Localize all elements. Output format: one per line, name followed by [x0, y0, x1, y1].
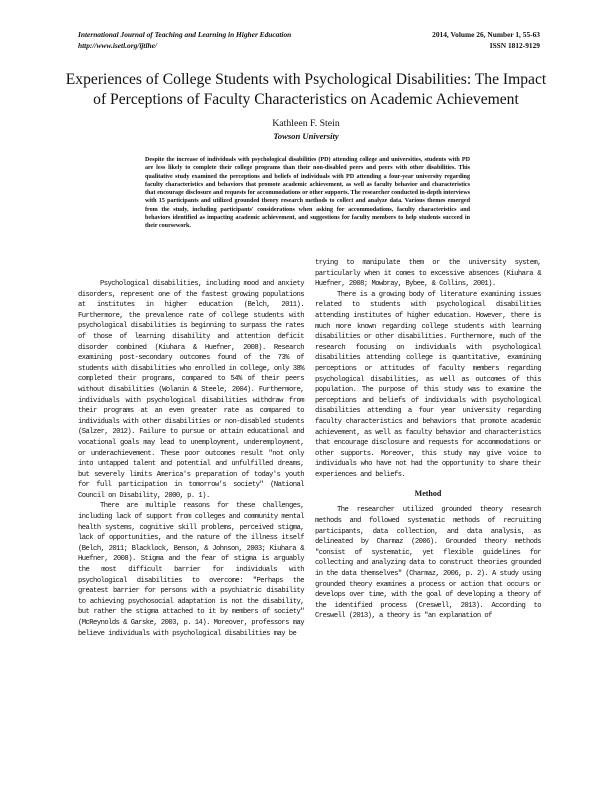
body-column-right [315, 258, 541, 622]
article-title: Experiences of College Students with Psychological Disabilities: The Impact of Perceptions of Faculty Characteristics on Academic Achievement [65, 71, 547, 108]
volume-citation: 2014, Volume 26, Number 1, 55-63 [432, 30, 540, 39]
running-header-right [432, 30, 540, 51]
author-name: Kathleen F. Stein [272, 118, 340, 129]
journal-name: International Journal of Teaching and Learning in Higher Education [78, 30, 292, 39]
author-affiliation: Towson University [273, 131, 339, 141]
body-paragraph: Psychological disabilities, including mood and anxiety disorders, represent one of the fastest growing populations at institutes in higher education (Belch, 2011). Furthermore, the prevalence rate of college students with psychological disabilities is beginning to surpass the rates of those of learning disability and attention deficit disorder combined (Kiuhara & Huefner, 2008). Research examining post-secondary outcomes found of the 73% of students with disabilities who enrolled in college, only 38% completed their programs, compared to 54% of their peers without disabilities (Wolanin & Steele, 2004). Furthermore, individuals with psychological disabilities withdraw from their programs at an even greater rate as compared to individuals with other disabilities or non-disabled students (Salzer, 2012). Failure to pursue or attain educational and vocational goals may lead to unemployment, underemployment, or underachievement. These poor outcomes result "not only into untapped talent and potential and unfulfilled dreams, but severely limits America's preparation of today's youth for full participation in tomorrow's society" (National Council on Disability, 2000, p. 1). [78, 280, 304, 500]
abstract: Despite the increase of individuals with psychological disabilities (PD) attending college and universities, students with PD are less likely to complete their college programs than their non-disabled peers and peers with other disabilities. This qualitative study examined the perceptions and beliefs of individuals with PD attending a four-year university regarding faculty characteristics and behaviors that promote academic achievement, as well as faculty behavior and characteristics that encourage disclosure and requests for accommodations or other supports. The researcher conducted in-depth interviews with 15 participants and utilized grounded theory research methods to collect and analyze data. Various themes emerged from the study, including participants' considerations when asking for accommodations, faculty characteristics and behaviors identified as impacting academic achievement, and suggestions for faculty members to help students succeed in their coursework. [145, 157, 470, 230]
method-paragraph: The researcher utilized grounded theory research methods and followed systematic methods of recruiting participants, data collection, and data analysis, as delineated by Charmaz (2006). Grounded theory methods "consist of systematic, yet flexible guidelines for collecting and analyzing data to construct theories grounded in the data themselves" (Charmaz, 2006, p. 2). A study using grounded theory examines a process or action that occurs or develops over time, with the goal of developing a theory of the identified process (Creswell, 2013). According to Creswell (2013), a theory is "an explanation of [315, 506, 541, 621]
body-paragraph: There are multiple reasons for these challenges, including lack of support from colleges and community mental health systems, cognitive skill problems, perceived stigma, lack of opportunities, and the nature of the illness itself (Belch, 2011; Blacklock, Benson, & Johnson, 2003; Kiuhara & Huefner, 2008). Stigma and the fear of stigma is arguably the most difficult barrier for individuals with psychological disabilities to overcome: "Perhaps the greatest barrier for persons with a psychiatric disability to achieving psychosocial adaptation is not the disability, but rather the stigma attached to it by members of society" (McReynolds & Garske, 2003, p. 14). Moreover, professors may believe individuals with psychological disabilities may be [78, 502, 304, 638]
body-paragraph-continued: trying to manipulate them or the university system, particularly when it comes to excessive absences (Kiuhara & Huefner, 2008; Mowbray, Bybee, & Collins, 2001). [315, 259, 541, 289]
method-heading: Method [414, 489, 442, 499]
issn: ISSN 1812-9129 [489, 40, 540, 50]
body-paragraph: There is a growing body of literature examining issues related to students with psychological disabilities attending institutes of higher education. However, there is much more known regarding college students with learning disabilities or other disabilities. Furthermore, much of the research focusing on individuals with psychological disabilities attending college is quantitative, examining perceptions or attitudes of faculty members regarding psychological disabilities, as well as outcomes of this population. The purpose of this study was to examine the perceptions and beliefs of individuals with psychological disabilities attending a four year university regarding faculty characteristics and behaviors that promote academic achievement, as well as faculty behavior and characteristics that encourage disclosure and requests for accommodations or other supports. Moreover, this study may give voice to individuals who have not had the opportunity to share their experiences and beliefs. [315, 290, 541, 479]
running-header-left [78, 30, 291, 51]
body-column-left [78, 279, 304, 639]
journal-url[interactable]: http://www.isetl.org/ijtlhe/ [78, 40, 157, 50]
